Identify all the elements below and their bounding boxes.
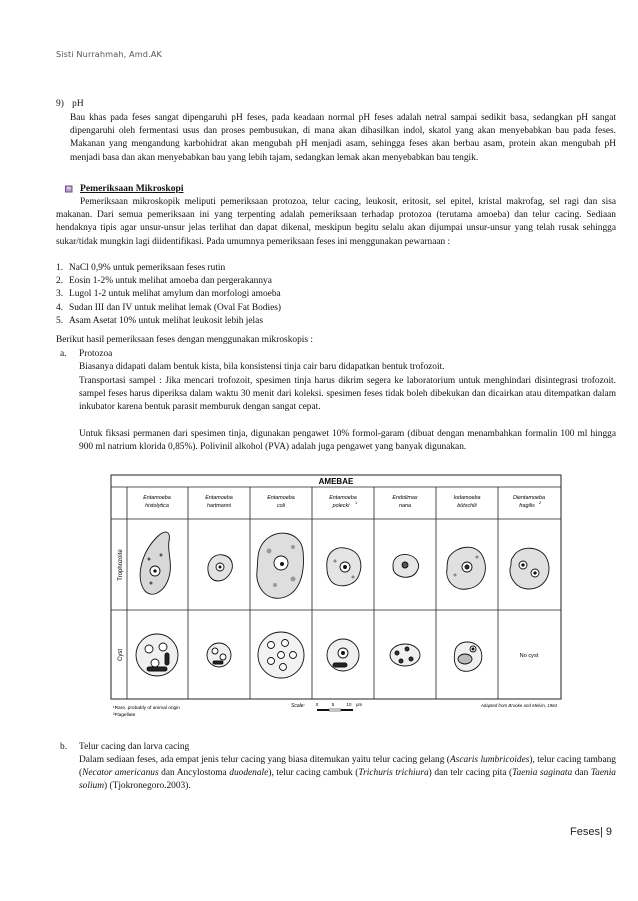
figure-footnote-1: ¹Rare, probably of animal origin <box>113 706 180 711</box>
ph-title: pH <box>72 99 84 109</box>
figure-credit: Adapted from Brooke and Melvin, 1964 <box>480 703 557 708</box>
no-cyst-label: No cyst <box>519 653 539 659</box>
cyst-nana <box>390 644 420 666</box>
trophozoite-coli <box>257 533 304 598</box>
protozoa-p3: Untuk fiksasi permanen dari spesimen tinja, digunakan pengawet 10% formol-garam (dibuat dengan menambahkan formalin 100 ml hingga 900 ml natrium klorida 0,85%). Polivinil alkohol (PVA) adalah juga pengawet yang banyak digunakan. <box>79 429 616 453</box>
species-name: coli <box>276 503 286 509</box>
row-label-cyst: Cyst <box>118 649 124 661</box>
page-footer: Feses| 9 <box>570 826 612 838</box>
book-bullet-icon <box>64 184 74 194</box>
figure-title: AMEBAE <box>318 477 354 486</box>
row-label-trophozoite: Trophozoite <box>118 549 124 581</box>
species-genus: Entamoeba <box>267 495 295 501</box>
species-superscript: 2 <box>539 501 542 505</box>
microscopy-intro: Pemeriksaan mikroskopik meliputi pemeriksaan protozoa, telur cacing, leukosit, eritosit, sel epitel, kristal makrofag, sel ragi dan sisa makanan. Dari semua pemeriksaan ini yang terpenting adalah pemeriksaan terhadap protozoa (terutama amoeba) dan telur cacing. Sediaan hendaknya tipis agar unsur-unsur jelas terlihat dan dapat dikenal, meskipun begitu selalu akan dijumpai unsur-unsur yang telah rusak sehingga sukar/tidak mungkin lagi diidentifikasi. Pada umumnya pemeriksaan feses ini menggunakan pewarnaan : <box>56 197 616 247</box>
species-genus: Entamoeba <box>143 495 171 501</box>
species-name: polecki <box>332 503 350 509</box>
cyst-polecki <box>327 639 359 671</box>
stain-list <box>56 262 616 328</box>
microscopy-title-text: Pemeriksaan Mikroskopi <box>80 183 184 194</box>
species-name: hartmanni <box>207 503 231 509</box>
list-item: 4. Sudan III dan IV untuk melihat lemak (Oval Fat Bodies) <box>56 302 282 313</box>
species-name: histolytica <box>145 503 169 509</box>
figure-background <box>106 472 564 732</box>
microscopy-title <box>64 183 184 194</box>
worms-title: Telur cacing dan larva cacing <box>79 742 190 752</box>
scale-tick: 0 <box>315 702 319 707</box>
species-genus: Endolimax <box>392 495 418 501</box>
header-author: Sisti Nurrahmah, Amd.AK <box>56 49 162 59</box>
species-genus: Dientamoeba <box>512 495 546 501</box>
worms-body: Dalam sediaan feses, ada empat jenis telur cacing yang biasa ditemukan yaitu telur cacing gelang (Ascaris lumbricoides), telur cacing tambang (Necator americanus dan Ancylostoma duodenale), telur cacing cambuk (Trichuris trichiura) dan telr cacing pita (Taenia saginata dan Taenia solium) (Tjokronegoro.2003). <box>79 755 616 792</box>
cyst-butschlii <box>454 642 482 671</box>
scale-unit: μm <box>356 702 363 707</box>
worms-letter: b. <box>60 742 68 752</box>
trophozoite-butschlii <box>447 547 486 589</box>
scale-bar <box>317 709 353 711</box>
trophozoite-fragilis <box>510 548 549 589</box>
protozoa-p1: Biasanya didapati dalam bentuk kista, bila konsistensi tinja cair baru didapatkan bentuk trofozoit. <box>79 362 445 372</box>
scale-label: Scale: <box>291 703 305 709</box>
cyst-hartmanni <box>207 643 231 667</box>
list-item: 3. Lugol 1-2 untuk melihat amylum dan morfologi amoeba <box>56 289 281 300</box>
scale-tick: 5 <box>331 702 335 707</box>
protozoa-title: Protozoa <box>79 349 113 359</box>
ph-number: 9) <box>56 99 64 109</box>
species-genus: Iodamoeba <box>453 495 481 501</box>
scale-tick: 10 <box>346 702 352 707</box>
species-genus: Entamoeba <box>205 495 233 501</box>
protozoa-p2: Transportasi sampel : Jika mencari trofozoit, spesimen tinja harus dikrim segera ke laboratorium untuk menghindari disintegrasi trofozoit. sampel feses harus diperiksa dalam waktu 30 menit dari koleksi. spesimen feses tidak boleh dibekukan dan dicairkan atau ditempatkan dalam inkubator karena bentuk parasit memburuk dengan sangat cepat. <box>79 376 616 413</box>
ph-body: Bau khas pada feses sangat dipengaruhi pH feses, pada keadaan normal pH feses adalah netral sampai sedikit basa, sedangkan pH sangat dipengaruhi oleh fermentasi usus dan proses pembusukan, di mana akan dihasilkan indol, skatol yang akan menyebabkan bau pada feses. Makanan yang mengandung karbohidrat akan mengubah pH menjadi asam, sehingga feses akan berbau asam, protein akan mengubah pH menjadi basa dan akan menyebabkan bau yang lebih tajam, sedangkan lemak akan menyebabkan bau tengik. <box>70 113 616 163</box>
cyst-coli <box>258 632 304 678</box>
species-name: nana <box>399 503 411 509</box>
ph-heading <box>56 98 616 111</box>
species-superscript: 1 <box>355 501 358 505</box>
trophozoite-polecki <box>327 548 361 586</box>
list-item: 1. NaCl 0,9% untuk pemeriksaan feses rutin <box>56 263 226 273</box>
species-name: bütschlii <box>457 503 477 509</box>
results-intro: Berikut hasil pemeriksaan feses dengan menggunakan mikroskopis : <box>56 335 313 345</box>
list-item: 2. Eosin 1-2% untuk melihat amoeba dan pergerakannya <box>56 276 272 287</box>
protozoa-letter: a. <box>60 349 67 359</box>
species-genus: Entamoeba <box>329 495 357 501</box>
list-item: 5. Asam Asetat 10% untuk melihat leukosit lebih jelas <box>56 315 263 326</box>
species-name: fragilis <box>519 503 535 509</box>
figure-footnote-2: ²Flagellate <box>113 713 136 718</box>
amebae-figure <box>105 471 564 732</box>
trophozoite-nana <box>393 554 419 577</box>
cyst-histolytica <box>136 634 178 676</box>
